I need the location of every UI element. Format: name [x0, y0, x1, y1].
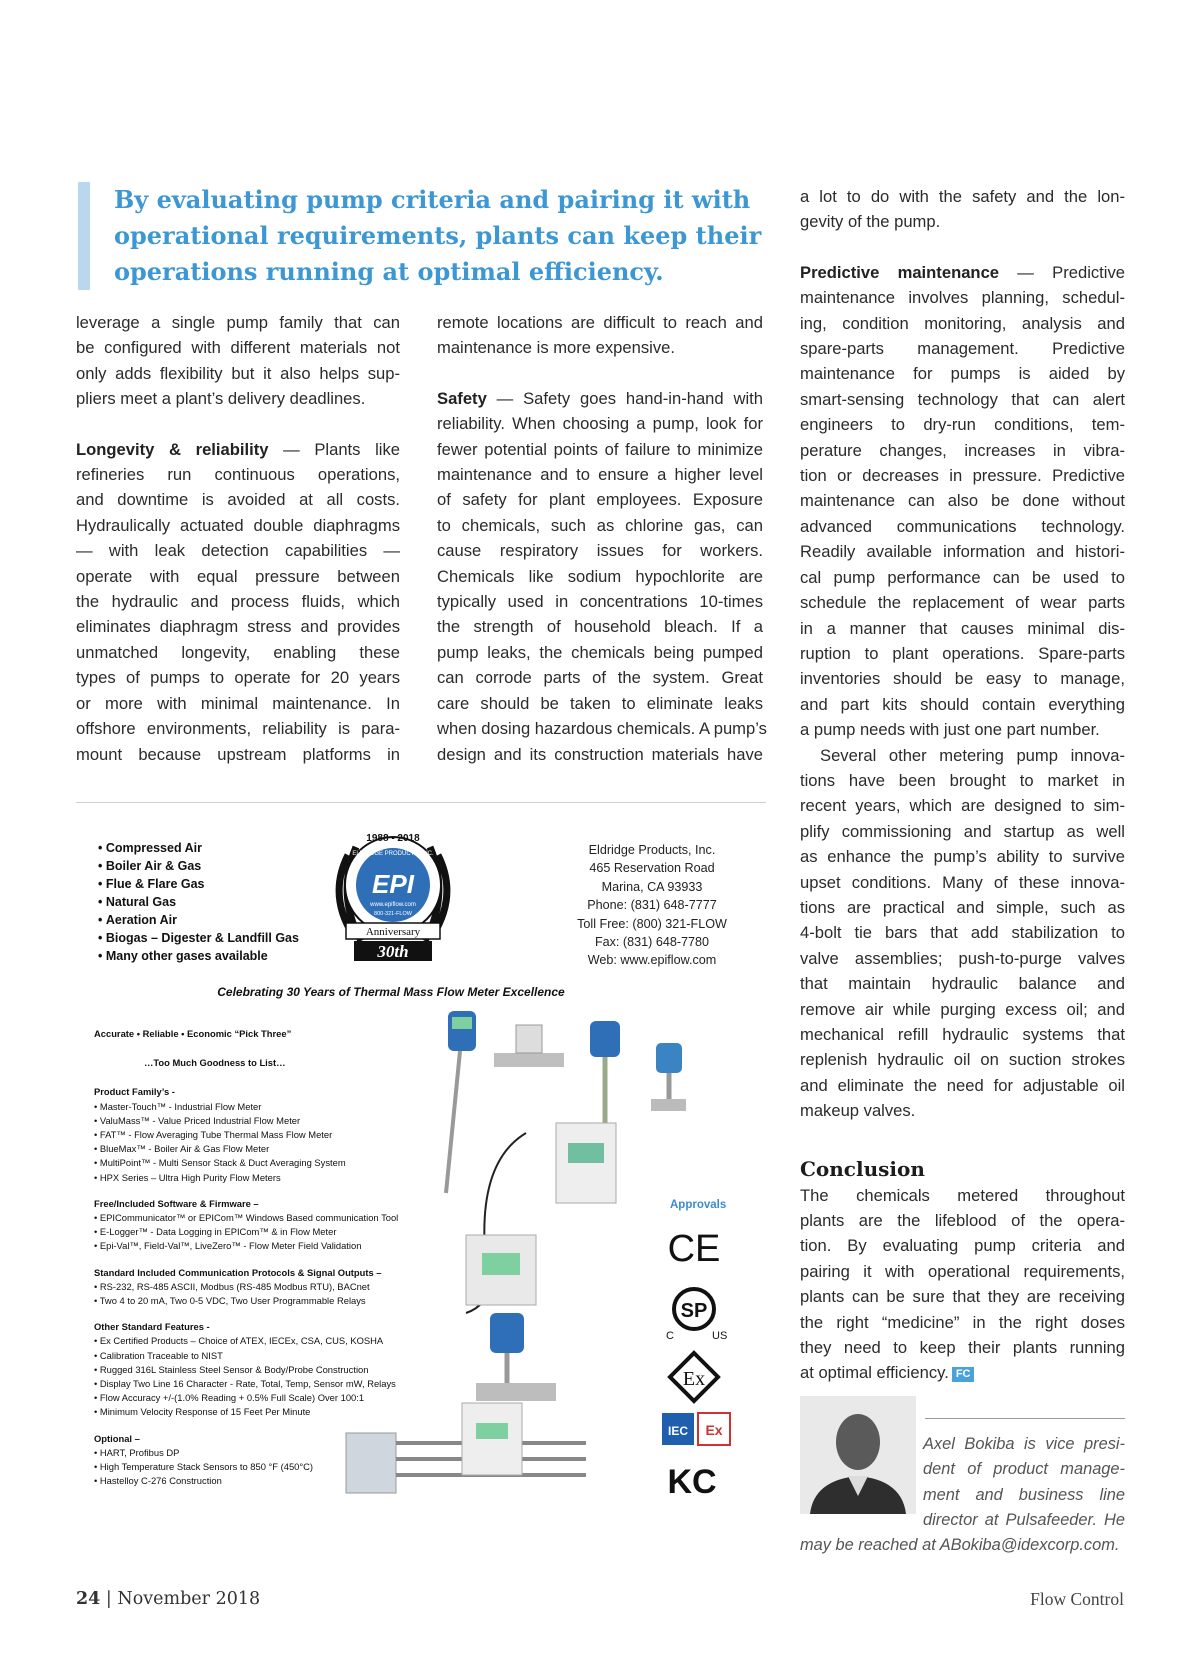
contact-line: Marina, CA 93933	[601, 879, 703, 894]
text-line: plants can be sure that they are receiving	[800, 1287, 1125, 1307]
ad-list-item: • Rugged 316L Stainless Steel Sensor & Body/Probe Construction	[94, 1363, 369, 1375]
ad-list-item: • EPICommunicator™ or EPICom™ Windows Based communication Tool	[94, 1212, 399, 1224]
text-line: upset conditions. Many of these innova-	[800, 872, 1125, 892]
text-line: and part kits should contain everything	[800, 694, 1125, 714]
text-line: schedule the replacement of wear parts	[800, 593, 1125, 613]
conclusion-final-text: at optimal efficiency.	[800, 1363, 949, 1383]
text-line: 4-bolt tie bars that add stabilization to	[800, 923, 1125, 943]
gas-list-item: • Many other gases available	[98, 947, 299, 965]
text-line: and downtime is avoided at all costs.	[76, 490, 400, 510]
text-line: remove air while purging excess oil; and	[800, 999, 1125, 1019]
text-line: and eliminate the need for adjustable oil	[800, 1075, 1125, 1095]
epi-contact-block	[552, 841, 752, 970]
pull-quote-line: operational requirements, plants can keep their	[114, 221, 762, 250]
stack-sensor-icon	[346, 1403, 586, 1493]
text-line: in a manner that causes minimal dis-	[800, 618, 1125, 638]
contact-line[interactable]: Phone: (831) 648-7777	[587, 898, 717, 913]
paragraph-gap	[800, 235, 1125, 260]
text-line: plants are the lifeblood of the opera-	[800, 1211, 1125, 1231]
text-line: cause respiratory issues for workers.	[437, 541, 763, 561]
text-line: tions have been brought to market in	[800, 770, 1125, 790]
text-line: cal pump performance can be used to	[800, 567, 1125, 587]
text-line: makeup valves.	[800, 1101, 916, 1121]
safety-paragraph-lead: — Safety goes hand-in-hand with	[486, 388, 763, 408]
ad-list-item: • HPX Series – Ultra High Purity Flow Meters	[94, 1171, 281, 1183]
ad-list-item: • Flow Accuracy +/-(1.0% Reading + 0.5% Full Scale) Over 100:1	[94, 1392, 365, 1404]
footer-page-info	[76, 1589, 260, 1609]
safety-paragraph-heading: Safety	[437, 388, 487, 408]
conclusion-heading: Conclusion	[800, 1156, 925, 1181]
text-line: Chemicals like sodium hypochlorite are	[437, 566, 763, 586]
text-line: pliers meet a plant’s delivery deadlines.	[76, 389, 366, 409]
text-line: a lot to do with the safety and the lon-	[800, 187, 1125, 206]
ad-list-item: • BlueMax™ - Boiler Air & Gas Flow Meter	[94, 1143, 270, 1155]
text-line: remote locations are difficult to reach and	[437, 313, 763, 332]
text-line: leverage a single pump family that can	[76, 313, 400, 332]
text-line: pump leaks, the chemicals being pumped	[437, 642, 763, 662]
contact-line[interactable]: Web: www.epiflow.com	[587, 953, 717, 968]
ad-list-item: • Master-Touch™ - Industrial Flow Meter	[94, 1100, 262, 1112]
text-line: they need to keep their plants running	[800, 1338, 1125, 1358]
text-line: to chemicals, such as chlorine gas, can	[437, 515, 763, 535]
inline-meter-icon	[494, 1025, 564, 1067]
text-line: eliminates diaphragm stress and provides	[76, 617, 400, 637]
text-line: can corrode parts of the system. Great	[437, 668, 763, 688]
text-line: refineries run continuous operations,	[76, 465, 400, 485]
epi-anniversary-seal	[318, 815, 468, 965]
author-contact-line[interactable]: may be reached at ABokiba@idexcorp.com.	[800, 1536, 1120, 1555]
text-line: smart-sensing technology that can alert	[800, 389, 1125, 409]
article-column-left	[76, 310, 400, 767]
csa-mark-icon: SP	[680, 1300, 708, 1322]
ad-optional-title: Optional –	[94, 1432, 140, 1444]
text-line: spare-parts management. Predictive	[800, 339, 1125, 359]
pull-quote-line: operations running at optimal efficiency.	[114, 257, 664, 286]
text-line: be configured with different materials not	[76, 338, 400, 358]
text-line: maintenance for pumps is aided by	[800, 364, 1125, 384]
ad-list-item: • Calibration Traceable to NIST	[94, 1349, 223, 1361]
seal-years: 1988 - 2018	[366, 833, 420, 844]
text-line: advanced communications technology.	[800, 516, 1125, 536]
author-bio-line: Axel Bokiba is vice presi-	[923, 1435, 1125, 1453]
paragraph-gap	[76, 412, 400, 437]
text-line: typically used in concentrations 10-times	[437, 592, 763, 612]
seal-brand: EPI	[372, 869, 414, 899]
text-line: perature changes, increases in vibra-	[800, 440, 1125, 460]
predictive-paragraph-heading: Predictive maintenance	[800, 262, 1000, 282]
atex-mark-icon: Ex	[682, 1368, 706, 1390]
text-line: Hydraulically actuated double diaphragms	[76, 515, 400, 535]
gas-list-item: • Compressed Air	[98, 839, 299, 857]
longevity-paragraph-lead: — Plants like	[268, 439, 400, 459]
text-line: types of pumps to operate for 20 years	[76, 668, 400, 688]
seal-url: www.epiflow.com	[370, 902, 416, 908]
text-line: design and its construction materials have	[437, 744, 763, 764]
ad-list-item: • Hastelloy C-276 Construction	[94, 1475, 222, 1487]
text-line: engineers to dry-run conditions, tem-	[800, 415, 1125, 435]
compact-meter-icon	[651, 1043, 686, 1111]
fc-end-mark-icon: FC	[952, 1367, 975, 1382]
ad-list-item: • HART, Profibus DP	[94, 1446, 180, 1458]
text-line: as enhance the pump’s ability to survive	[800, 847, 1125, 867]
csa-us-label: US	[712, 1330, 728, 1342]
approvals-label: Approvals	[670, 1199, 727, 1211]
ad-list-item: • Display Two Line 16 Character - Rate, Total, Temp, Sensor mW, Relays	[94, 1378, 396, 1390]
ad-list-item: • MultiPoint™ - Multi Sensor Stack & Duct Averaging System	[94, 1157, 346, 1169]
seal-anniversary: Anniversary	[365, 926, 421, 938]
text-line: the strength of household bleach. If a	[437, 617, 763, 637]
text-line: — with leak detection capabilities —	[76, 541, 400, 561]
kc-mark-icon: KC	[667, 1463, 717, 1501]
author-divider	[925, 1418, 1125, 1419]
text-line: reliability. When choosing a pump, look for	[437, 414, 763, 434]
ad-list-item: • High Temperature Stack Sensors to 850 °F (450°C)	[94, 1461, 314, 1473]
issue-date: November 2018	[117, 1589, 261, 1609]
author-bio	[800, 1432, 1125, 1558]
ad-list-item: • RS-232, RS-485 ASCII, Modbus (RS-485 Modbus RTU), BACnet	[94, 1280, 370, 1292]
text-line: when dosing hazardous chemicals. A pump’s	[437, 719, 767, 739]
author-bio-line: ment and business line	[923, 1485, 1125, 1504]
magazine-name: Flow Control	[1030, 1589, 1124, 1609]
ad-list-item: • Two 4 to 20 mA, Two 0-5 VDC, Two User Programmable Relays	[94, 1295, 366, 1307]
predictive-paragraph-lead: — Predictive	[999, 262, 1125, 282]
text-line: maintenance involves planning, schedul-	[800, 288, 1125, 308]
predictive-paragraph	[800, 260, 1125, 285]
text-line: tion or decreases in pressure. Predictive	[800, 466, 1125, 486]
text-line: tion. By evaluating pump criteria and	[800, 1236, 1125, 1256]
text-line: Readily available information and histori-	[800, 542, 1125, 562]
text-line: operate with equal pressure between	[76, 566, 400, 586]
text-line: maintenance is more expensive.	[437, 338, 675, 358]
text-line: inventories should be easy to manage,	[800, 669, 1125, 689]
text-line: maintenance and to ensure a higher level	[437, 465, 763, 485]
contact-line: Eldridge Products, Inc.	[588, 843, 716, 857]
ad-tagline: Accurate • Reliable • Economic “Pick Three”	[94, 1028, 292, 1039]
seal-phone: 800-321-FLOW	[374, 911, 412, 917]
contact-line: 465 Reservation Road	[589, 861, 715, 876]
bluemax-meter-icon	[476, 1313, 556, 1401]
ad-families-title: Product Family’s -	[94, 1086, 175, 1098]
ad-list-item: • FAT™ - Flow Averaging Tube Thermal Mass Flow Meter	[94, 1129, 333, 1141]
seal-arc-text: ELDRIDGE PRODUCTS, INC.	[352, 851, 434, 857]
ad-protocols-title: Standard Included Communication Protocols & Signal Outputs –	[94, 1266, 382, 1278]
author-bio-line: dent of product manage-	[923, 1460, 1125, 1479]
certification-marks	[660, 1217, 740, 1507]
ad-features-title: Other Standard Features -	[94, 1321, 210, 1333]
paragraph-gap	[437, 361, 763, 386]
gas-list-item: • Flue & Flare Gas	[98, 875, 299, 893]
text-line: the hydraulic and process fluids, which	[76, 592, 400, 612]
flow-meter-product-illustrations	[326, 1003, 689, 1503]
footer-separator: |	[100, 1589, 118, 1609]
ad-software-title: Free/Included Software & Firmware –	[94, 1197, 259, 1209]
text-line: offshore environments, reliability is para-	[76, 719, 400, 739]
safety-paragraph	[437, 386, 763, 411]
text-line: replenish hydraulic oil on suction strokes	[800, 1050, 1125, 1070]
ad-list-item: • Ex Certified Products – Choice of ATEX, IECEx, CSA, CUS, KOSHA	[94, 1335, 384, 1347]
longevity-paragraph	[76, 437, 400, 462]
text-line: that maintain hydraulic balance and	[800, 974, 1125, 994]
text-line: ruption to plant operations. Spare-parts	[800, 643, 1125, 663]
contact-line[interactable]: Fax: (831) 648-7780	[594, 935, 710, 950]
ce-mark-icon: CE	[667, 1228, 721, 1270]
ad-list-item: • ValuMass™ - Value Priced Industrial Flow Meter	[94, 1114, 301, 1126]
text-line: or more with minimal maintenance. In	[76, 693, 400, 713]
ad-list-item: • E-Logger™ - Data Logging in EPICom™ & in Flow Meter	[94, 1226, 337, 1238]
conclusion-last-line	[800, 1360, 1125, 1385]
article-column-right	[800, 184, 1125, 1386]
csa-c-label: C	[666, 1330, 674, 1342]
gas-list-item: • Natural Gas	[98, 893, 299, 911]
text-line: mechanical refill hydraulic systems that	[800, 1025, 1125, 1044]
text-line: of safety for plant employees. Exposure	[437, 490, 763, 510]
text-line: fewer potential points of failure to minimize	[437, 439, 763, 459]
text-line: the right “medicine” in the right doses	[800, 1312, 1125, 1332]
text-line: gevity of the pump.	[800, 212, 941, 232]
gas-list-item: • Biogas – Digester & Landfill Gas	[98, 929, 299, 947]
text-line: unmatched longevity, enabling these	[76, 642, 400, 662]
iecex-mark-icon: IEC	[667, 1424, 689, 1438]
text-line: valve assemblies; push-to-purge valves	[800, 948, 1125, 968]
paragraph-gap	[800, 1124, 1125, 1149]
text-line: pairing it with operational requirements,	[800, 1261, 1125, 1281]
text-line: mount because upstream platforms in	[76, 744, 400, 764]
text-line: recent years, which are designed to sim-	[800, 796, 1125, 816]
text-line: Several other metering pump innova-	[820, 745, 1125, 765]
ad-list-item: • Minimum Velocity Response of 15 Feet Per Minute	[94, 1406, 311, 1418]
longevity-paragraph-heading: Longevity & reliability	[76, 439, 269, 459]
gas-list	[98, 839, 299, 965]
text-line: tions are practical and simple, such as	[800, 897, 1125, 917]
insertion-meter-icon	[446, 1011, 476, 1193]
gas-list-item: • Aeration Air	[98, 911, 299, 929]
article-column-middle	[437, 310, 767, 767]
text-line: only adds flexibility but it also helps sup-	[76, 363, 400, 383]
page-number: 24	[76, 1589, 101, 1609]
text-line: The chemicals metered throughout	[800, 1185, 1125, 1205]
epi-advertisement[interactable]	[76, 802, 766, 1523]
multipoint-meter-icon	[466, 1235, 536, 1305]
pull-quote-line: By evaluating pump criteria and pairing it with	[114, 185, 751, 214]
ad-celebration-line: Celebrating 30 Years of Thermal Mass Flow Meter Excellence	[217, 985, 565, 999]
text-line: plify commissioning and startup as well	[800, 821, 1125, 841]
author-bio-line: director at Pulsafeeder. He	[923, 1510, 1125, 1529]
text-line: ing, condition monitoring, analysis and	[800, 313, 1125, 333]
seal-number: 30th	[377, 942, 409, 961]
pull-quote	[78, 182, 762, 290]
iecex-ex-mark-icon: Ex	[705, 1422, 723, 1438]
text-line: maintenance can also be done without	[800, 491, 1125, 511]
ad-list-item: • Epi-Val™, Field-Val™, LiveZero™ - Flow Meter Field Validation	[94, 1240, 362, 1252]
ad-goodness: …Too Much Goodness to List…	[144, 1057, 286, 1069]
contact-line[interactable]: Toll Free: (800) 321-FLOW	[577, 916, 727, 931]
gas-list-item: • Boiler Air & Gas	[98, 857, 299, 875]
text-line: care should be taken to eliminate leaks	[437, 693, 763, 713]
text-line: a pump needs with just one part number.	[800, 720, 1100, 740]
